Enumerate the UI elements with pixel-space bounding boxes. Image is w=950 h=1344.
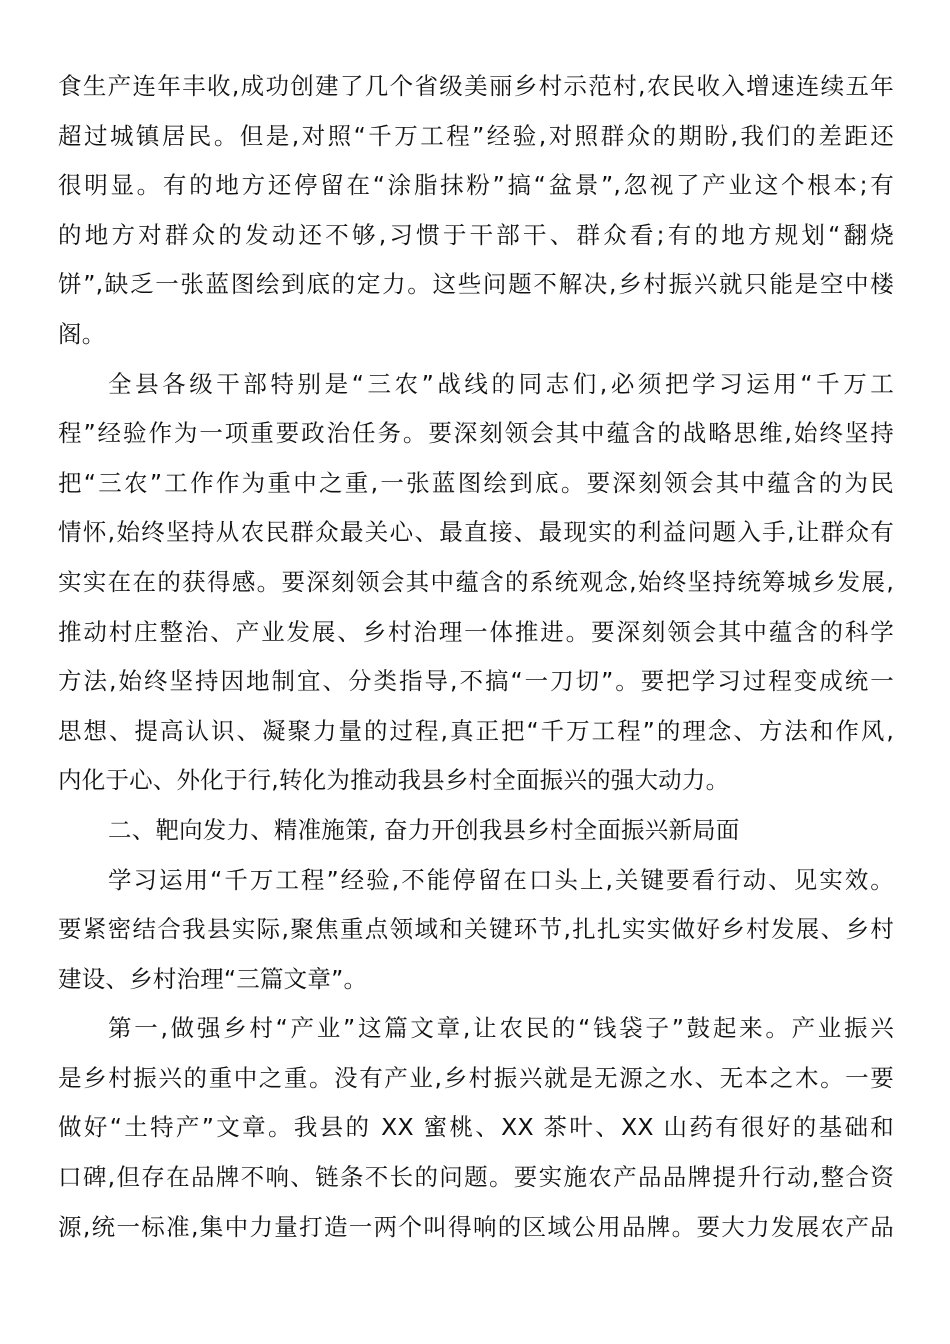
text-line: 程”经验作为一项重要政治任务。要深刻领会其中蕴含的战略思维,始终坚持 — [58, 419, 894, 448]
text-line: 把“三农”工作作为重中之重,一张蓝图绘到底。要深刻领会其中蕴含的为民 — [58, 468, 894, 497]
text-line: 要紧密结合我县实际,聚焦重点领域和关键环节,扎扎实实做好乡村发展、乡村 — [58, 915, 894, 944]
text-line: 实实在在的获得感。要深刻领会其中蕴含的系统观念,始终坚持统筹城乡发展, — [58, 567, 894, 596]
paragraph-study-requirements — [58, 360, 894, 806]
text-line: 情怀,始终坚持从农民群众最关心、最直接、最现实的利益问题入手,让群众有 — [58, 518, 894, 547]
text-line: 食生产连年丰收,成功创建了几个省级美丽乡村示范村,农民收入增速连续五年 — [58, 72, 894, 100]
text-line: 做好“土特产”文章。我县的 XX 蜜桃、XX 茶叶、XX 山药有很好的基础和 — [58, 1113, 894, 1142]
text-line: 是乡村振兴的重中之重。没有产业,乡村振兴就是无源之水、无本之木。一要 — [58, 1063, 894, 1092]
text-line: 全县各级干部特别是“三农”战线的同志们,必须把学习运用“千万工 — [108, 369, 894, 398]
text-line: 饼”,缺乏一张蓝图绘到底的定力。这些问题不解决,乡村振兴就只能是空中楼 — [58, 270, 894, 299]
text-line: 学习运用“千万工程”经验,不能停留在口头上,关键要看行动、见实效。 — [108, 865, 894, 894]
text-line: 源,统一标准,集中力量打造一两个叫得响的区域公用品牌。要大力发展农产品 — [58, 1212, 894, 1241]
paragraph-continuation — [58, 62, 894, 360]
paragraph-industry — [58, 1004, 894, 1252]
heading-text: 二、靶向发力、精准施策, 奋力开创我县乡村全面振兴新局面 — [108, 815, 740, 844]
text-line: 方法,始终坚持因地制宜、分类指导,不搞“一刀切”。要把学习过程变成统一 — [58, 667, 894, 696]
text-line: 推动村庄整治、产业发展、乡村治理一体推进。要深刻领会其中蕴含的科学 — [58, 617, 894, 646]
text-line: 建设、乡村治理“三篇文章”。 — [58, 964, 368, 993]
text-line: 很明显。有的地方还停留在“涂脂抹粉”搞“盆景”,忽视了产业这个根本;有 — [58, 171, 894, 200]
section-heading — [58, 806, 894, 856]
text-line: 阁。 — [58, 319, 106, 348]
text-line: 口碑,但存在品牌不响、链条不长的问题。要实施农产品品牌提升行动,整合资 — [58, 1163, 894, 1192]
text-line: 的地方对群众的发动还不够,习惯于干部干、群众看;有的地方规划“翻烧 — [58, 220, 894, 249]
document-page — [58, 62, 894, 1252]
text-line: 思想、提高认识、凝聚力量的过程,真正把“千万工程”的理念、方法和作风, — [58, 716, 894, 745]
text-line: 内化于心、外化于行,转化为推动我县乡村全面振兴的强大动力。 — [58, 766, 730, 795]
text-line: 超过城镇居民。但是,对照“千万工程”经验,对照群众的期盼,我们的差距还 — [58, 121, 894, 150]
text-line: 第一,做强乡村“产业”这篇文章,让农民的“钱袋子”鼓起来。产业振兴 — [108, 1014, 894, 1043]
paragraph-action — [58, 856, 894, 1005]
